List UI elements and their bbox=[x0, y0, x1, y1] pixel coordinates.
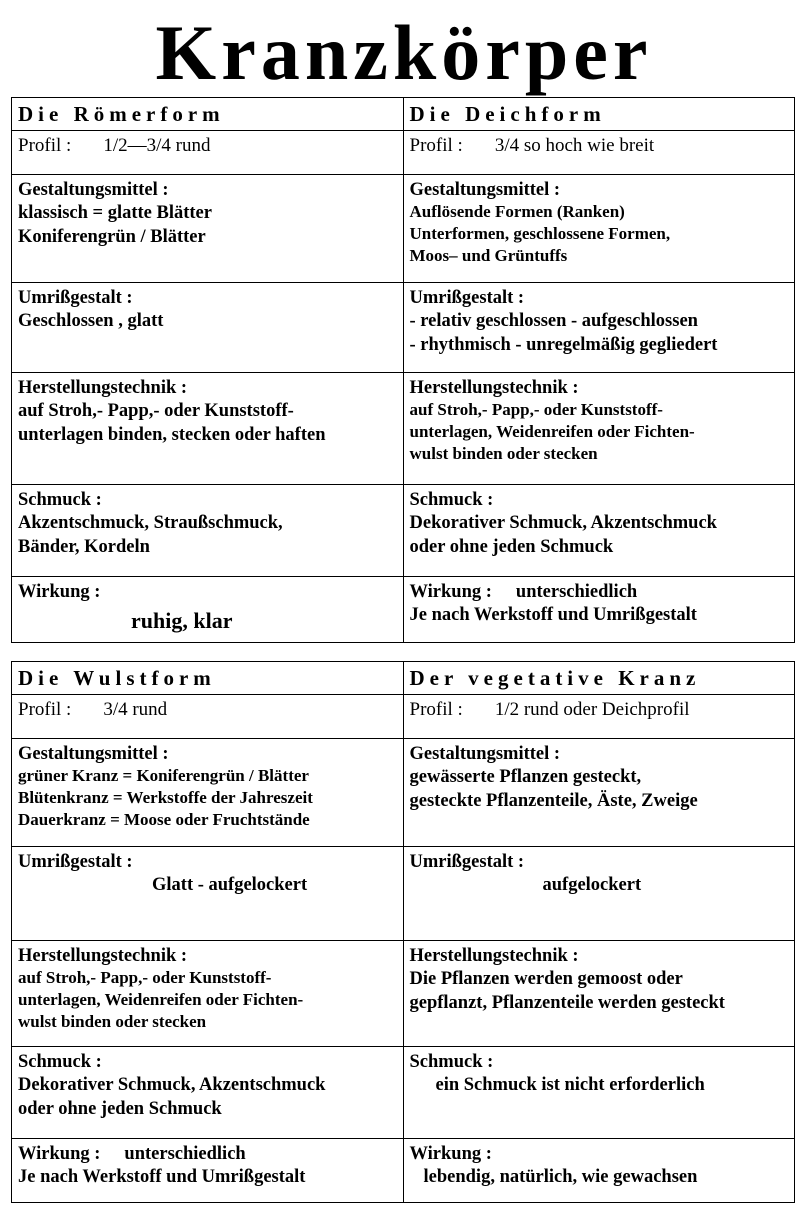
gestaltungsmittel-cell bbox=[12, 175, 404, 283]
gestaltungsmittel-line: gewässerte Pflanzen gesteckt, bbox=[409, 767, 642, 787]
herstellungstechnik-line: auf Stroh,- Papp,- oder Kunststoff- bbox=[18, 401, 294, 421]
wirkung-line: Je nach Werkstoff und Umrißgestalt bbox=[409, 605, 697, 625]
col-header-vegetativer-kranz: Der vegetative Kranz bbox=[403, 662, 795, 695]
gestaltungsmittel-cell bbox=[12, 739, 404, 847]
profil-value: 1/2 rund oder Deichprofil bbox=[494, 699, 690, 720]
herstellungstechnik-line: auf Stroh,- Papp,- oder Kunststoff- bbox=[409, 400, 663, 419]
schmuck-label: Schmuck : bbox=[18, 1052, 102, 1072]
profil-label: Profil : bbox=[18, 699, 72, 720]
gestaltungsmittel-line: Koniferengrün / Blätter bbox=[18, 227, 206, 247]
profil-cell bbox=[12, 131, 404, 175]
gestaltungsmittel-line: Dauerkranz = Moose oder Fruchtstände bbox=[18, 810, 310, 829]
wirkung-line: Je nach Werkstoff und Umrißgestalt bbox=[18, 1167, 306, 1187]
schmuck-label: Schmuck : bbox=[409, 1052, 494, 1072]
herstellungstechnik-label: Herstellungstechnik : bbox=[18, 378, 188, 398]
wirkung-label: Wirkung : bbox=[409, 582, 492, 602]
wirkung-line: ruhig, klar bbox=[131, 608, 233, 633]
comparison-table-1 bbox=[11, 97, 795, 643]
page-title: Kranzkörper bbox=[155, 9, 653, 96]
schmuck-label: Schmuck : bbox=[409, 490, 494, 510]
wirkung-cell bbox=[403, 1139, 795, 1203]
wirkung-inline: unterschiedlich bbox=[124, 1144, 246, 1164]
profil-cell bbox=[403, 695, 795, 739]
gestaltungsmittel-line: Unterformen, geschlossene Formen, bbox=[409, 224, 671, 243]
col-header-roemerform: Die Römerform bbox=[12, 98, 404, 131]
gestaltungsmittel-cell bbox=[403, 175, 795, 283]
gestaltungsmittel-line: gesteckte Pflanzenteile, Äste, Zweige bbox=[409, 791, 698, 811]
gestaltungsmittel-line: grüner Kranz = Koniferengrün / Blätter bbox=[18, 766, 309, 785]
herstellungstechnik-line: wulst binden oder stecken bbox=[409, 444, 598, 463]
gestaltungsmittel-line: Blütenkranz = Werkstoffe der Jahreszeit bbox=[18, 788, 313, 807]
schmuck-line: Dekorativer Schmuck, Akzentschmuck bbox=[409, 513, 717, 533]
wirkung-label: Wirkung : bbox=[18, 582, 101, 602]
profil-label: Profil : bbox=[409, 135, 463, 156]
schmuck-line: Akzentschmuck, Straußschmuck, bbox=[18, 513, 283, 533]
umrissgestalt-line: - rhythmisch - unregelmäßig gegliedert bbox=[409, 335, 718, 355]
umrissgestalt-label: Umrißgestalt : bbox=[18, 852, 133, 872]
herstellungstechnik-line: unterlagen, Weidenreifen oder Fichten- bbox=[18, 990, 304, 1009]
schmuck-cell bbox=[403, 485, 795, 577]
gestaltungsmittel-line: Auflösende Formen (Ranken) bbox=[409, 202, 625, 221]
schmuck-line: Dekorativer Schmuck, Akzentschmuck bbox=[18, 1075, 326, 1095]
wirkung-inline: unterschiedlich bbox=[515, 582, 638, 602]
umrissgestalt-cell bbox=[12, 283, 404, 373]
profil-cell bbox=[12, 695, 404, 739]
herstellungstechnik-line: gepflanzt, Pflanzenteile werden gesteckt bbox=[409, 993, 725, 1013]
profil-label: Profil : bbox=[18, 135, 72, 156]
gestaltungsmittel-line: klassisch = glatte Blätter bbox=[18, 203, 212, 223]
col-header-deichform: Die Deichform bbox=[403, 98, 795, 131]
wirkung-label: Wirkung : bbox=[409, 1144, 492, 1164]
herstellungstechnik-label: Herstellungstechnik : bbox=[409, 378, 579, 398]
herstellungstechnik-line: unterlagen, Weidenreifen oder Fichten- bbox=[409, 422, 695, 441]
umrissgestalt-line: - relativ geschlossen - aufgeschlossen bbox=[409, 311, 698, 331]
umrissgestalt-line: Geschlossen , glatt bbox=[18, 311, 164, 331]
wirkung-label: Wirkung : bbox=[18, 1144, 101, 1164]
herstellungstechnik-label: Herstellungstechnik : bbox=[18, 946, 188, 966]
gestaltungsmittel-label: Gestaltungsmittel : bbox=[18, 180, 169, 200]
herstellungstechnik-cell bbox=[12, 941, 404, 1047]
umrissgestalt-line: Glatt - aufgelockert bbox=[152, 875, 308, 895]
profil-label: Profil : bbox=[409, 699, 463, 720]
gestaltungsmittel-label: Gestaltungsmittel : bbox=[18, 744, 169, 764]
wirkung-cell bbox=[403, 577, 795, 643]
herstellungstechnik-label: Herstellungstechnik : bbox=[409, 946, 579, 966]
profil-cell bbox=[403, 131, 795, 175]
herstellungstechnik-cell bbox=[403, 373, 795, 485]
schmuck-cell bbox=[12, 485, 404, 577]
profil-value: 3/4 so hoch wie breit bbox=[494, 135, 655, 156]
schmuck-line: Bänder, Kordeln bbox=[18, 537, 150, 557]
wirkung-line: lebendig, natürlich, wie gewachsen bbox=[423, 1167, 698, 1187]
umrissgestalt-cell bbox=[403, 283, 795, 373]
schmuck-line: oder ohne jeden Schmuck bbox=[409, 537, 614, 557]
schmuck-cell bbox=[12, 1047, 404, 1139]
schmuck-cell bbox=[403, 1047, 795, 1139]
gestaltungsmittel-line: Moos– und Grüntuffs bbox=[409, 246, 568, 265]
comparison-table-2 bbox=[11, 661, 795, 1203]
umrissgestalt-cell bbox=[12, 847, 404, 941]
col-header-wulstform: Die Wulstform bbox=[12, 662, 404, 695]
herstellungstechnik-cell bbox=[12, 373, 404, 485]
herstellungstechnik-cell bbox=[403, 941, 795, 1047]
profil-value: 1/2—3/4 rund bbox=[103, 135, 211, 156]
gestaltungsmittel-cell bbox=[403, 739, 795, 847]
gestaltungsmittel-label: Gestaltungsmittel : bbox=[409, 180, 561, 200]
umrissgestalt-line: aufgelockert bbox=[542, 875, 642, 895]
wirkung-cell bbox=[12, 1139, 404, 1203]
gestaltungsmittel-label: Gestaltungsmittel : bbox=[409, 744, 561, 764]
wirkung-cell bbox=[12, 577, 404, 643]
herstellungstechnik-line: auf Stroh,- Papp,- oder Kunststoff- bbox=[18, 968, 272, 987]
umrissgestalt-label: Umrißgestalt : bbox=[18, 288, 133, 308]
herstellungstechnik-line: unterlagen binden, stecken oder haften bbox=[18, 425, 326, 445]
schmuck-line: oder ohne jeden Schmuck bbox=[18, 1099, 222, 1119]
umrissgestalt-label: Umrißgestalt : bbox=[409, 852, 525, 872]
umrissgestalt-label: Umrißgestalt : bbox=[409, 288, 525, 308]
herstellungstechnik-line: wulst binden oder stecken bbox=[18, 1012, 207, 1031]
schmuck-line: ein Schmuck ist nicht erforderlich bbox=[435, 1075, 705, 1095]
schmuck-label: Schmuck : bbox=[18, 490, 102, 510]
herstellungstechnik-line: Die Pflanzen werden gemoost oder bbox=[409, 969, 683, 989]
umrissgestalt-cell bbox=[403, 847, 795, 941]
profil-value: 3/4 rund bbox=[103, 699, 168, 720]
